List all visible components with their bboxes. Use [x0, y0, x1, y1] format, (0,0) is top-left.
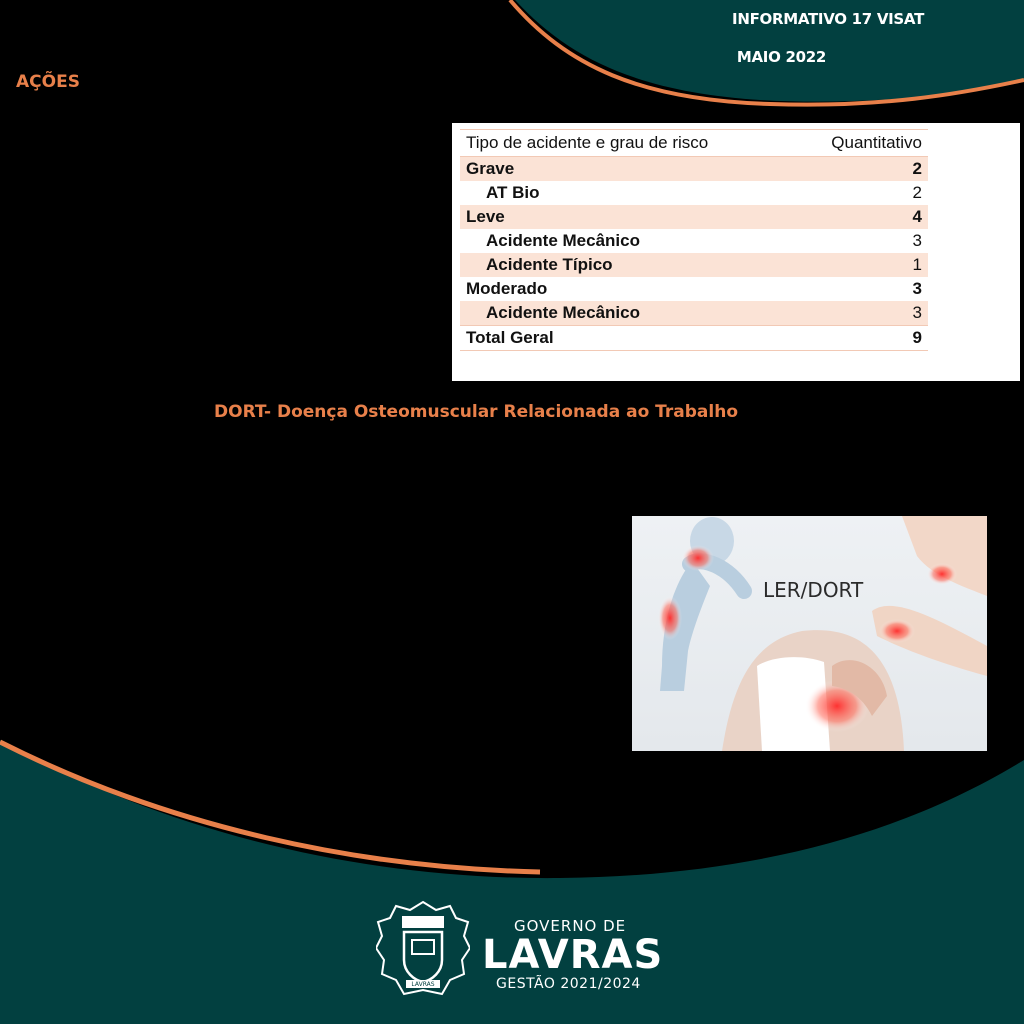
row-value: 4	[793, 205, 928, 229]
header-quantity: Quantitativo	[793, 130, 928, 157]
table-row	[460, 181, 928, 205]
row-value: 2	[912, 183, 922, 202]
photo-label: LER/DORT	[763, 578, 864, 602]
row-label: Acidente Mecânico	[460, 301, 793, 326]
row-value: 3	[912, 231, 922, 250]
row-value: 1	[793, 253, 928, 277]
table-row	[460, 205, 928, 229]
section-dort: DORT- Doença Osteomuscular Relacionada ao Trabalho	[214, 402, 739, 422]
row-label: Acidente Típico	[460, 253, 793, 277]
issue-title: INFORMATIVO 17 VISAT	[732, 10, 924, 28]
accident-table	[460, 129, 928, 351]
row-value: 2	[793, 157, 928, 182]
table-row	[460, 229, 928, 253]
row-value: 3	[912, 279, 922, 298]
row-label: Grave	[460, 157, 793, 182]
row-label: Moderado	[466, 279, 548, 298]
row-label: Total Geral	[460, 326, 793, 351]
table-row	[460, 301, 928, 326]
footer-gov-line: GOVERNO DE	[514, 917, 627, 935]
photo-illustration	[632, 516, 987, 751]
table-row-total	[460, 326, 928, 351]
crest-text: LAVRAS	[411, 981, 435, 988]
ler-dort-photo	[632, 516, 987, 751]
table-header-row	[460, 130, 928, 157]
header-type: Tipo de acidente e grau de risco	[460, 130, 793, 157]
accident-table-card	[452, 123, 1020, 381]
table-row	[460, 277, 928, 301]
issue-date: MAIO 2022	[736, 48, 826, 66]
lavras-crest-icon	[376, 900, 470, 1000]
row-value: 9	[793, 326, 928, 351]
table-row	[460, 253, 928, 277]
section-actions: AÇÕES	[16, 72, 80, 92]
row-label: AT Bio	[486, 183, 540, 202]
row-label: Leve	[460, 205, 793, 229]
row-label: Acidente Mecânico	[486, 231, 640, 250]
footer-term: GESTÃO 2021/2024	[496, 976, 641, 992]
footer-city: LAVRAS	[482, 932, 664, 978]
row-value: 3	[793, 301, 928, 326]
table-row	[460, 157, 928, 182]
